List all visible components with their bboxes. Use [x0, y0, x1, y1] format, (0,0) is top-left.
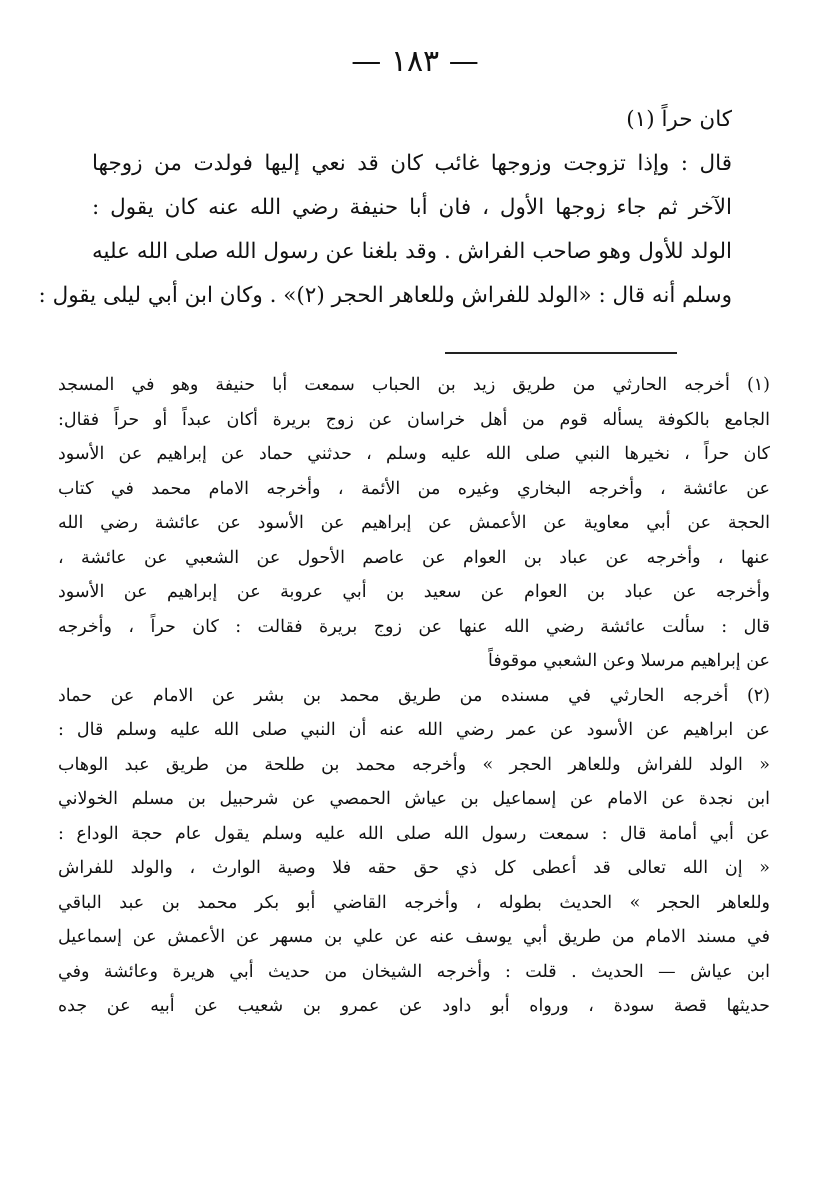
footnotes — [58, 368, 770, 1024]
footnote-line: عن إبراهيم مرسلا وعن الشعبي موقوفاً — [488, 651, 770, 671]
footnote-line: ابن عياش — الحديث . قلت : وأخرجه الشيخان من حديث أبي هريرة وعائشة وفي — [58, 961, 770, 982]
footnote-line: وأخرجه عن عباد بن العوام عن سعيد بن أبي عروبة عن إبراهيم عن الأسود — [58, 582, 770, 602]
page-number: — ١٨٣ — — [351, 44, 479, 79]
footnote-line: الجامع بالكوفة يسأله قوم من أهل خراسان عن زوج بريرة أكان عبداً أو حراً فقال: — [58, 409, 770, 430]
footnote-line: عن ابراهيم عن الأسود عن عمر رضي الله عنه أن النبي صلى الله عليه وسلم قال : — [58, 720, 770, 740]
footnote-line: قال : سألت عائشة رضي الله عنها عن زوج بريرة فقالت : كان حراً ، وأخرجه — [58, 616, 770, 637]
footnote-line: الحجة عن أبي معاوية عن الأعمش عن إبراهيم عن الأسود عن عائشة رضي الله — [58, 513, 770, 533]
main-text-line: الآخر ثم جاء زوجها الأول ، فان أبا حنيفة رضي الله عنه كان يقول : — [92, 195, 732, 220]
main-text — [38, 98, 732, 318]
footnote-line: في مسند الامام من طريق أبي يوسف عنه عن علي بن مسهر عن الأعمش عن إسماعيل — [58, 927, 770, 947]
footnote-line: عنها ، وأخرجه عن عباد بن العوام عن عاصم الأحول عن الشعبي عن عائشة ، — [58, 547, 770, 568]
main-text-line: كان حراً (١) — [626, 107, 732, 132]
footnote-line: عن أبي أمامة قال : سمعت رسول الله صلى الله عليه وسلم يقول عام حجة الوداع : — [58, 823, 770, 844]
main-text-line: الولد للأول وهو صاحب الفراش . وقد بلغنا عن رسول الله صلى الله عليه — [92, 239, 732, 264]
footnote-line: (١) أخرجه الحارثي من طريق زيد بن الحباب سمعت أبا حنيفة وهو في المسجد — [58, 375, 770, 395]
main-text-line: قال : وإذا تزوجت وزوجها غائب كان قد نعي إليها فولدت من زوجها — [92, 151, 732, 176]
footnote-line: « الولد للفراش وللعاهر الحجر » وأخرجه محمد بن طلحة من طريق عبد الوهاب — [58, 754, 770, 775]
main-text-line: وسلم أنه قال : «الولد للفراش وللعاهر الحجر (٢)» . وكان ابن أبي ليلى يقول : — [38, 283, 732, 308]
footnote-separator — [445, 352, 677, 354]
footnote-line: حديثها قصة سودة ، ورواه أبو داود عن عمرو بن شعيب عن أبيه عن جده — [58, 996, 770, 1016]
footnote-line: عن عائشة ، وأخرجه البخاري وغيره من الأئمة ، وأخرجه الامام محمد في كتاب — [58, 478, 770, 499]
footnote-line: ابن نجدة عن الامام عن إسماعيل بن عياش الحمصي عن شرحبيل بن مسلم الخولاني — [58, 789, 771, 809]
footnote-line: « إن الله تعالى قد أعطى كل ذي حق حقه فلا وصية الوارث ، والولد للفراش — [58, 858, 770, 878]
footnote-line: وللعاهر الحجر » الحديث بطوله ، وأخرجه القاضي أبو بكر محمد بن عبد الباقي — [58, 892, 770, 913]
footnote-line: كان حراً ، نخيرها النبي صلى الله عليه وسلم ، حدثني حماد عن إبراهيم عن الأسود — [58, 444, 770, 464]
footnote-line: (٢) أخرجه الحارثي في مسنده من طريق محمد بن بشر عن الامام عن حماد — [58, 685, 770, 706]
